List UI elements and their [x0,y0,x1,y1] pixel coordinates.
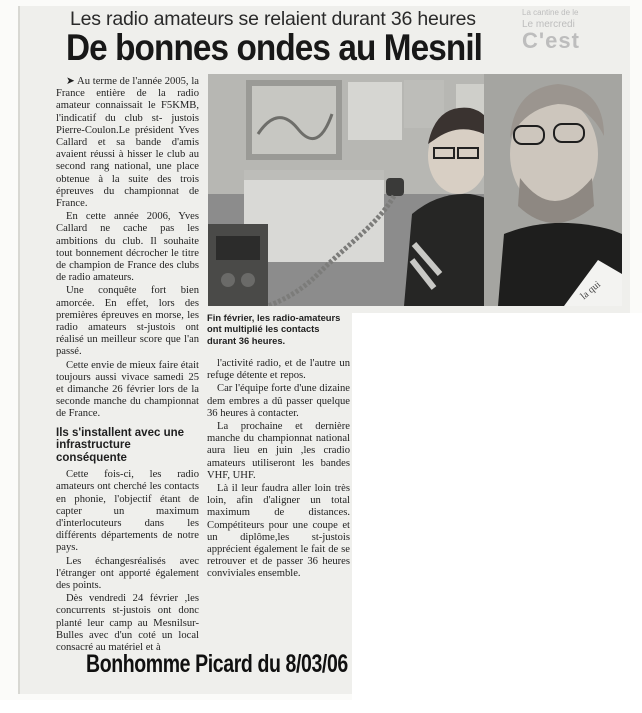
handwritten-source-credit: Bonhomme Picard du 8/03/06 [86,650,348,678]
adjacent-fragment-1: La cantine de le [522,8,579,17]
article-column-1 [56,76,199,655]
paragraph: La prochaine et dernière manche du championnat national aura lieu en juin ,les cradio amateurs utiliseront les bandes VHF, UHF. [207,421,350,481]
article-kicker: Les radio amateurs se relaient durant 36 heures [70,8,476,30]
paragraph: Dès vendredi 24 février ,les concurrents st-justois ont donc planté leur camp au Mesnilsur-Bulles avec d'un coté un local consacré au matériel et à [56,593,199,654]
paragraph: ➤ Au terme de l'année 2005, la France entière de la radio amateur connaissait le F5KMB, l'indicatif du club st- justois Pierre-Coulon.Le président Yves Callard et sa bande d'amis avaient réussi à hisser le club au second rang national, une place obtenue à la suite des trois épreuves du championnat de France. [56,76,199,210]
adjacent-article-fragment [522,8,630,68]
paragraph: Une conquête fort bien amorcée. En effet, lors des premières épreuves en morse, les radio amateurs st-justois ont réalisé un meilleur score que l'an passé. [56,285,199,358]
photo-caption: Fin février, les radio-amateurs ont multiplié les contacts durant 36 heures. [207,312,341,346]
article-headline: De bonnes ondes au Mesnil [66,27,483,68]
paragraph: En cette année 2006, Yves Callard ne cache pas les ambitions du club. Il souhaite tout bonnement décrocher le titre de champion de France des clubs de radio amateurs. [56,211,199,284]
paragraph: Là il leur faudra aller loin très loin, afin d'aligner un total maximum de distances. Compétiteurs pour une coupe et un diplôme,les st-justois apprécient également le fait de se retrouver et de passer 36 heures conviviales ensemble. [207,483,350,580]
paragraph: Cette envie de mieux faire était toujours aussi vivace samedi 25 et dimanche 26 février lors de la seconde manche du championnat de France. [56,359,199,420]
paragraph: Les échangesréalisés avec l'étranger ont apporté également des points. [56,555,199,592]
paragraph: l'activité radio, et de l'autre un refuge détente et repos. [207,358,350,382]
adjacent-fragment-2: Le mercredi [522,19,575,30]
adjacent-fragment-3: C'est [522,28,580,53]
folded-corner-text: la qui [578,279,603,303]
article-subheading: Ils s'installent avec une infrastructure conséquente [56,426,185,464]
clipping-edge [18,6,20,694]
article-photo [208,74,622,306]
clipping-cutout [352,313,642,713]
article-column-2 [207,358,350,582]
paragraph: Cette fois-ci, les radio amateurs ont cherché les contacts en phonie, l'objectif étant de capter un maximum d'interlocuteurs dans les différents départements de notre pays. [56,469,199,554]
paragraph: Car l'équipe forte d'une dizaine dem embres a dû passer quelque 36 heures à contacter. [207,383,350,419]
